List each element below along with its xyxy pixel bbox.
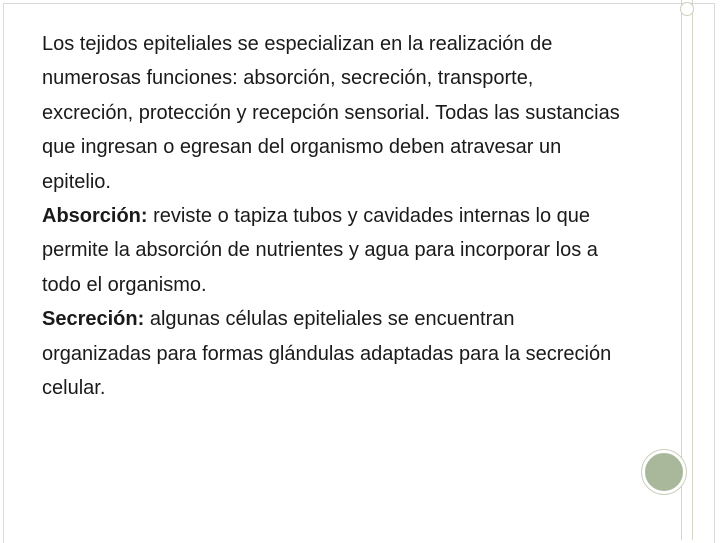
absorption-text: reviste o tapiza tubos y cavidades internas lo que permite la absorción de nutrientes y agua para incorporar los a todo el organismo. <box>42 205 598 296</box>
secretion-paragraph <box>42 302 622 405</box>
intro-text: Los tejidos epiteliales se especializan en la realización de numerosas funciones: absorción, secreción, transporte, excreción, protección y recepción sensorial. Todas las sustancias que ingresan o egresan del organismo deben atravesar un epitelio. <box>42 33 620 193</box>
absorption-term: Absorción: <box>42 205 148 228</box>
green-circle-decoration <box>642 450 686 494</box>
decorative-vertical-line <box>692 0 693 540</box>
secretion-text: algunas células epiteliales se encuentran organizadas para formas glándulas adaptadas para la secreción celular. <box>42 308 612 400</box>
secretion-term: Secreción: <box>42 308 145 331</box>
small-circle-decoration <box>680 2 694 16</box>
absorption-paragraph <box>42 199 622 302</box>
intro-paragraph <box>42 27 622 199</box>
slide-body-text <box>42 27 622 405</box>
